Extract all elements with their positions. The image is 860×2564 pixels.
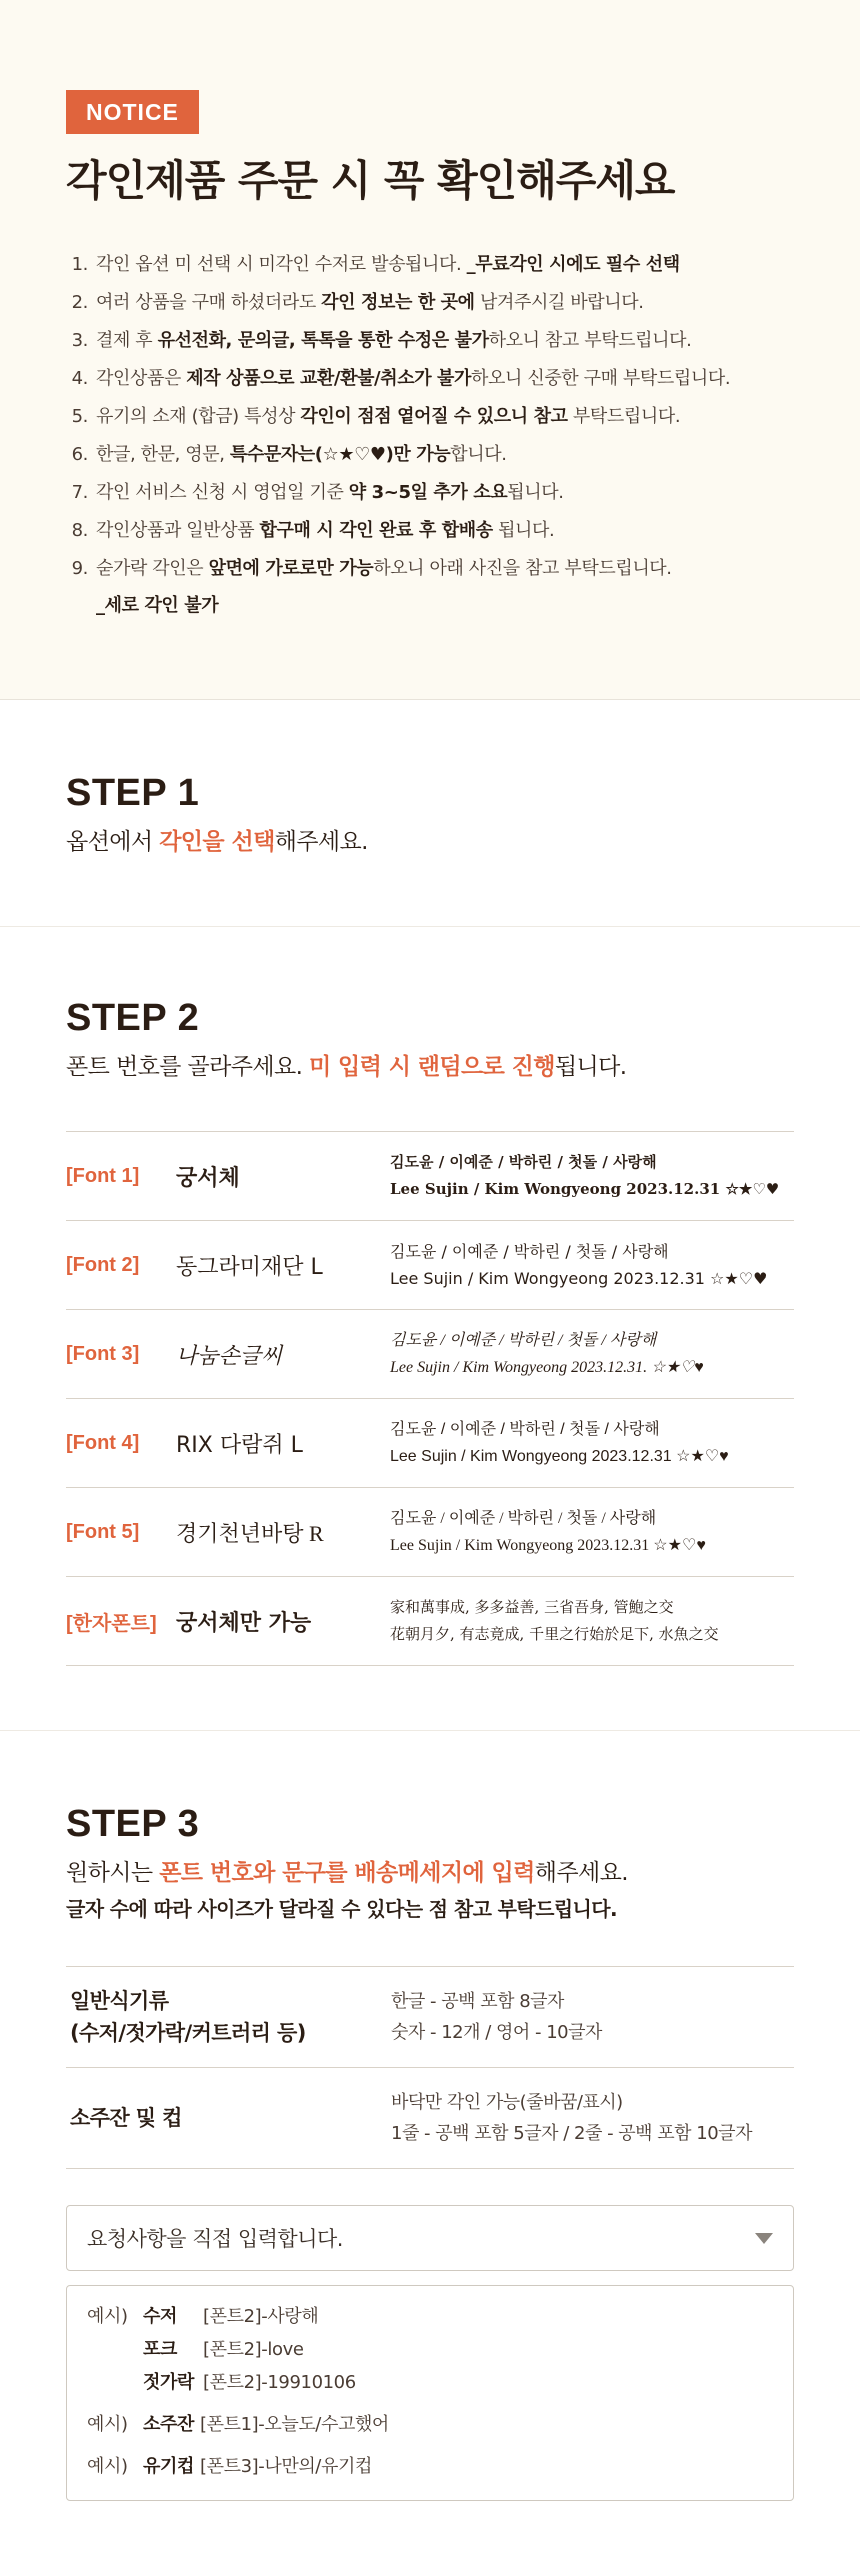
- notice-item: 5. 유기의 소재 (합금) 특성상 각인이 점점 옅어질 수 있으니 참고 부탁드립니다.: [71, 406, 681, 427]
- step3-heading: STEP 3: [66, 1803, 200, 1845]
- notice-list: [66, 246, 794, 624]
- font-code: [Font 5]: [66, 1520, 140, 1543]
- step2-heading: STEP 2: [66, 997, 200, 1039]
- font-name: 나눔손글씨: [176, 1342, 283, 1368]
- font-code: [Font 1]: [66, 1164, 140, 1187]
- step1-heading: STEP 1: [66, 772, 200, 814]
- spec-label: 일반식기류 (수저/젓가락/커트러리 등): [70, 1989, 306, 2045]
- example-box: [66, 2285, 794, 2501]
- font-table: [66, 1131, 794, 1666]
- example-item: 포크 [폰트2]-love: [143, 2339, 304, 2360]
- font-row: [66, 1132, 794, 1221]
- notice-item: 4. 각인상품은 제작 상품으로 교환/환불/취소가 불가하오니 신중한 구매 부탁드립니다.: [71, 368, 731, 389]
- example-group: 예시) 수저 [폰트2]-사랑해 포크 [폰트2]-love 젓가락 [폰트2]-19910106: [87, 2300, 773, 2399]
- spec-table: [66, 1966, 794, 2169]
- step1-section: [0, 700, 860, 927]
- example-item: 유기컵 [폰트3]-나만의/유기컵: [143, 2456, 372, 2477]
- notice-item: 1. 각인 옵션 미 선택 시 미각인 수저로 발송됩니다. _무료각인 시에도 필수 선택: [71, 254, 680, 275]
- request-select-value: 요청사항을 직접 입력합니다.: [87, 2227, 343, 2251]
- font-row: [66, 1399, 794, 1488]
- step3-section: [0, 1731, 860, 2564]
- example-item: 수저 [폰트2]-사랑해: [143, 2306, 319, 2327]
- notice-item: 7. 각인 서비스 신청 시 영업일 기준 약 3~5일 추가 소요됩니다.: [71, 482, 564, 503]
- font-sample: 김도윤 / 이예준 / 박하린 / 첫돌 / 사랑해 Lee Sujin / Kim Wongyeong 2023.12.31. ☆★♡♥: [390, 1332, 704, 1376]
- notice-badge: NOTICE: [66, 90, 199, 134]
- notice-section: [0, 0, 860, 700]
- spec-label: 소주잔 및 컵: [70, 2106, 182, 2130]
- notice-title: 각인제품 주문 시 꼭 확인해주세요: [66, 156, 675, 205]
- step3-note: 글자 수에 따라 사이즈가 달라질 수 있다는 점 참고 부탁드립니다.: [66, 1897, 617, 1921]
- font-sample: 김도윤 / 이예준 / 박하린 / 첫돌 / 사랑해 Lee Sujin / Kim Wongyeong 2023.12.31 ☆★♡♥: [390, 1510, 706, 1554]
- chevron-down-icon: [755, 2233, 773, 2244]
- font-row: [66, 1577, 794, 1666]
- spec-value: 한글 - 공백 포함 8글자 숫자 - 12개 / 영어 - 10글자: [391, 1991, 602, 2043]
- example-item: 젓가락 [폰트2]-19910106: [143, 2372, 356, 2393]
- font-row: [66, 1221, 794, 1310]
- notice-item: 3. 결제 후 유선전화, 문의글, 톡톡을 통한 수정은 불가하오니 참고 부탁드립니다.: [71, 330, 692, 351]
- font-name: 궁서체: [176, 1164, 240, 1191]
- example-group: 예시) 소주잔 [폰트1]-오늘도/수고했어: [87, 2408, 773, 2441]
- step1-description: 옵션에서 각인을 선택해주세요.: [66, 829, 368, 855]
- step3-description: 원하시는 폰트 번호와 문구를 배송메세지에 입력해주세요.: [66, 1860, 628, 1886]
- font-code: [Font 2]: [66, 1253, 140, 1276]
- spec-row: [66, 1967, 794, 2068]
- notice-item: 2. 여러 상품을 구매 하셨더라도 각인 정보는 한 곳에 남겨주시길 바랍니다.: [71, 292, 644, 313]
- step2-section: [0, 927, 860, 1731]
- font-code: [Font 4]: [66, 1431, 140, 1454]
- notice-item-sub: _세로 각인 불가: [96, 595, 219, 616]
- font-sample: 김도윤 / 이예준 / 박하린 / 첫돌 / 사랑해 Lee Sujin / Kim Wongyeong 2023.12.31 ☆★♡♥: [390, 1421, 729, 1465]
- example-item: 소주잔 [폰트1]-오늘도/수고했어: [143, 2414, 389, 2435]
- font-row: [66, 1488, 794, 1577]
- font-sample: 家和萬事成, 多多益善, 三省吾身, 管鮑之交 花朝月夕, 有志竟成, 千里之行始於足下, 水魚之交: [390, 1598, 719, 1643]
- font-name: 경기천년바탕 R: [176, 1520, 324, 1546]
- notice-item: 8. 각인상품과 일반상품 합구매 시 각인 완료 후 합배송 됩니다.: [71, 520, 555, 541]
- font-sample: 김도윤 / 이예준 / 박하린 / 첫돌 / 사랑해 Lee Sujin / Kim Wongyeong 2023.12.31 ☆★♡♥: [390, 1153, 780, 1198]
- spec-value: 바닥만 각인 가능(줄바꿈/표시) 1줄 - 공백 포함 5글자 / 2줄 - 공백 포함 10글자: [391, 2092, 752, 2144]
- font-row: [66, 1310, 794, 1399]
- notice-item: 6. 한글, 한문, 영문, 특수문자는(☆★♡♥)만 가능합니다.: [71, 444, 507, 465]
- font-code: [한자폰트]: [66, 1612, 157, 1635]
- font-name: RIX 다람쥐 L: [176, 1432, 303, 1458]
- spec-row: [66, 2068, 794, 2169]
- step2-description: 폰트 번호를 골라주세요. 미 입력 시 랜덤으로 진행됩니다.: [66, 1054, 627, 1080]
- font-name: 동그라미재단 L: [176, 1254, 323, 1280]
- font-code: [Font 3]: [66, 1342, 140, 1365]
- font-sample: 김도윤 / 이예준 / 박하린 / 첫돌 / 사랑해 Lee Sujin / Kim Wongyeong 2023.12.31 ☆★♡♥: [390, 1242, 768, 1288]
- example-group: 예시) 유기컵 [폰트3]-나만의/유기컵: [87, 2450, 773, 2483]
- font-name: 궁서체만 가능: [176, 1609, 312, 1636]
- request-select[interactable]: [66, 2205, 794, 2271]
- notice-item: 9. 숟가락 각인은 앞면에 가로로만 가능하오니 아래 사진을 참고 부탁드립니다. _세로 각인 불가: [66, 550, 794, 624]
